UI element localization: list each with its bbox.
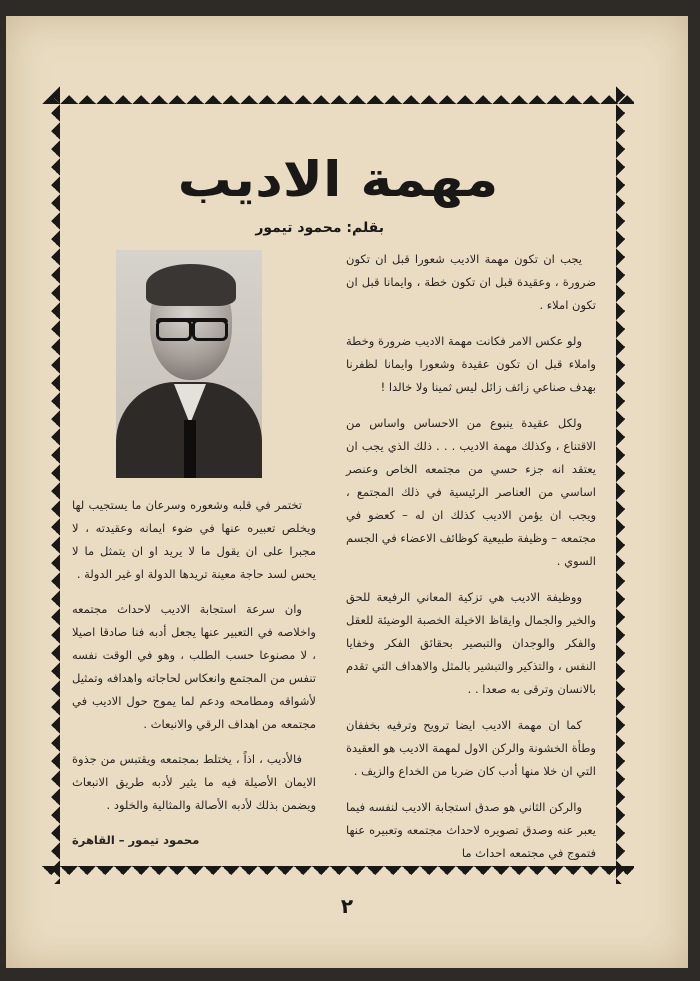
paragraph: فالأديب ، اذاً ، يختلط بمجتمعه ويقتبس من جذوة الايمان الأصيلة فيه ما يثير لأدبه طريق الانبعاث ويضمن بذلك لأدبه الأصالة والمثالية والخلود . [72, 752, 316, 812]
author-portrait [116, 250, 262, 478]
article-area [64, 108, 612, 862]
author-signature: محمود تيمور – القاهرة [72, 833, 200, 847]
paragraph: ولكل عقيدة ينبوع من الاحساس واساس من الاقتناع ، وكذلك مهمة الاديب . . . ذلك الذي يجب ان يعتقد انه جزء حسي من مجتمعه الخاص وعنصر اساسي من العناصر الرئيسية في ذلك المجتمع ، ويجب ان يؤمن الاديب كذلك ان له – كعضو في مجتمعه – وظيفة طبيعية كوظائف الاعضاء في الجسم السوي . [346, 416, 596, 568]
byline: بقلم: محمود تيمور [255, 220, 384, 236]
paragraph: ووظيفة الاديب هي تزكية المعاني الرفيعة للحق والخير والجمال وايقاظ الاخيلة الخصبة الوضيئة للعقل والفكر والوجدان والتبصير بحقائق الفكر وخفايا النفس ، والتذكير والتبشير بالمثل والاهداف التي تقدم بالانسان وترقى به صعدا . . [346, 590, 596, 696]
portrait-tie [184, 420, 196, 478]
right-column [346, 248, 596, 878]
left-column [72, 494, 316, 852]
paragraph: وان سرعة استجابة الاديب لاحداث مجتمعه واخلاصه في التعبير عنها يجعل أدبه فنا صادقا اصيلا ، لا مصنوعا حسب الطلب ، وهو في الوقت نفسه تنفس من المجتمع وانعكاس لحاجاته واهدافه وتمثيل لأشواقه ومطامحه ودعم لما يموج حول الاديب في مجتمعه من اهداف الرقي والانبعاث . [72, 602, 316, 731]
paragraph: تختمر في قلبه وشعوره وسرعان ما يستجيب لها ويخلص تعبيره عنها في ضوء ايمانه وعقيدته ، لا مجبرا على ان يقول ما لا يريد او ان يتمثل ما لا يحس لسد حاجة معينة تريدها الدولة او غير الدولة . [72, 498, 316, 581]
portrait-hair [146, 264, 236, 306]
decorative-border [42, 86, 634, 884]
magazine-page [6, 16, 688, 968]
paragraph: والركن الثاني هو صدق استجابة الاديب لنفسه فيما يعبر عنه وصدق تصويره لاحداث مجتمعه وتعبيره عنها فتموج في مجتمعه احداث ما [346, 800, 596, 860]
paragraph: كما ان مهمة الاديب ايضا ترويح وترفيه بخففان وطأة الخشونة والركن الاول لمهمة الاديب هو العقيدة التي ان خلا منها أدب كان ضربا من الخداع والزيف . [346, 718, 596, 778]
paragraph: يجب ان تكون مهمة الاديب شعورا قبل ان تكون ضرورة ، وعقيدة قبل ان تكون خطة ، وايمانا قبل ان تكون املاء . [346, 252, 596, 312]
paragraph: ولو عكس الامر فكانت مهمة الاديب ضرورة وخطة واملاء قبل ان تكون عقيدة وشعورا وايمانا لظفرنا بهدف صناعي زائف زائل ليس ثمينا ولا خالدا ! [346, 334, 596, 394]
article-title: مهمة الاديب [177, 151, 499, 208]
portrait-glasses [156, 318, 228, 340]
page-number: ٢ [340, 894, 354, 918]
